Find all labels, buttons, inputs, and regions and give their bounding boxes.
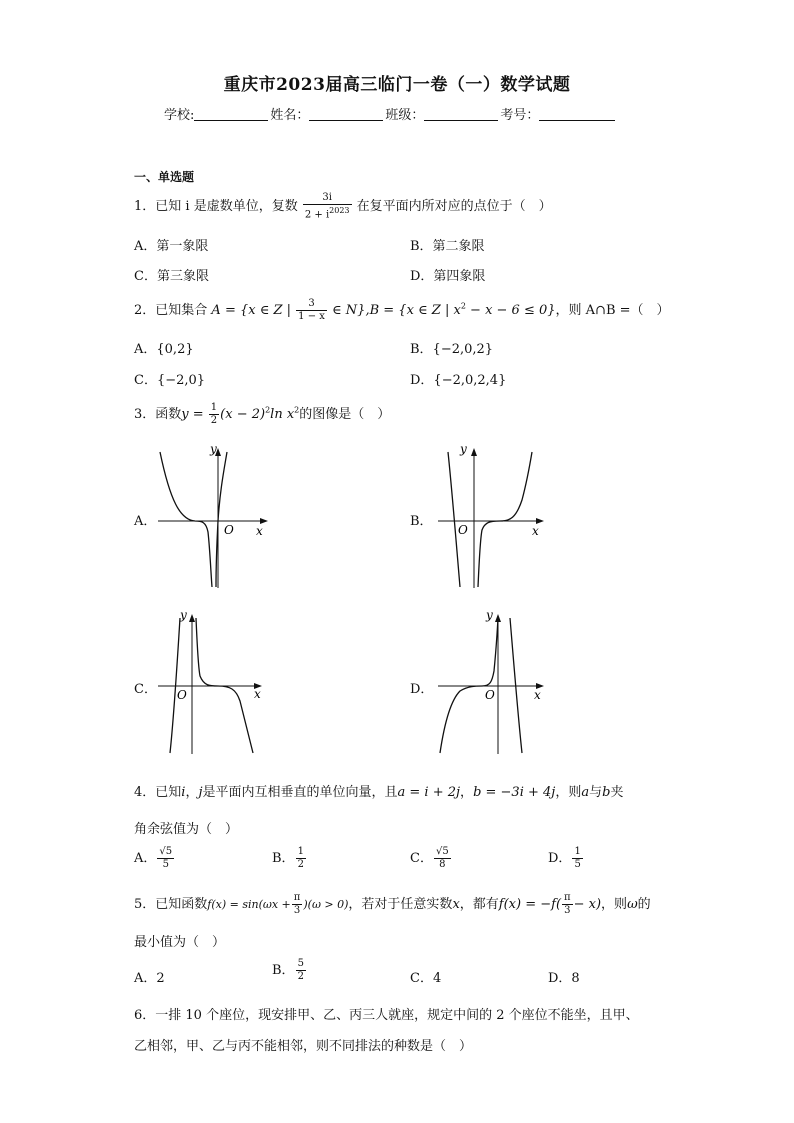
q5-pi-num: π <box>293 892 301 903</box>
q5-option-a[interactable]: A．2 <box>134 971 165 986</box>
question-1 <box>134 192 552 221</box>
q1-frac-den-base: 2 + i <box>304 209 330 221</box>
q5-option-b-frac <box>296 958 306 983</box>
q5-f-def-a: f(x) = sin(ωx + <box>207 898 291 911</box>
q1-fraction <box>303 192 352 221</box>
q4-option-b-label: B． <box>272 851 295 866</box>
x-label: x <box>256 524 263 538</box>
y-label: y <box>210 442 217 456</box>
origin-label: O <box>485 688 495 702</box>
number-blank[interactable] <box>539 108 615 121</box>
x-label: x <box>532 524 539 538</box>
q3-graph-b[interactable] <box>430 440 555 590</box>
y-axis-arrow-icon <box>471 448 477 456</box>
q3-body-b: ln x <box>270 407 295 422</box>
q2-setB-b: − x − 6 ≤ 0} <box>465 303 556 318</box>
q5-mid2: ，都有 <box>459 897 499 912</box>
student-info-line <box>164 104 617 123</box>
q1-option-a[interactable]: A．第一象限 <box>134 239 209 254</box>
q1-option-c[interactable]: C．第三象限 <box>134 269 209 284</box>
q4-b-def: b = −3i + 4j <box>473 785 556 800</box>
q2-setB-a: B = {x ∈ Z | x <box>369 303 461 318</box>
y-axis-arrow-icon <box>189 614 195 622</box>
q3-option-d-label[interactable]: D． <box>410 682 434 697</box>
q4-option-d[interactable] <box>548 846 584 871</box>
q2-option-c[interactable]: C．{−2,0} <box>134 373 206 388</box>
q5-mid: ，若对于任意实数 <box>348 897 453 912</box>
q4-sep: ， <box>460 785 474 800</box>
y-label: y <box>460 442 467 456</box>
q5-cond-frac <box>562 892 573 917</box>
q4-option-a-num: √5 <box>159 846 173 857</box>
name-label: 姓名： <box>270 108 310 123</box>
q4-option-a[interactable] <box>134 846 175 871</box>
q4-option-b-frac <box>296 846 306 871</box>
q3-half-den: 2 <box>210 415 218 426</box>
q5-cond-den: 3 <box>564 905 571 916</box>
question-2 <box>134 298 670 323</box>
q3-graph-c[interactable] <box>150 606 275 756</box>
q4-a-def: a = i + 2j <box>397 785 461 800</box>
number-label: 考号： <box>500 108 540 123</box>
q4-option-c-frac <box>434 846 451 871</box>
question-4-line-2: 角余弦值为（ ） <box>134 822 239 837</box>
q4-option-b[interactable] <box>272 846 307 871</box>
q2-setA-den: 1 − x <box>298 311 325 322</box>
q4-mid: 是平面内互相垂直的单位向量，且 <box>202 785 398 800</box>
question-6-line-2: 乙相邻，甲、乙与丙不能相邻，则不同排法的种数是（ ） <box>134 1039 473 1054</box>
q3-graph-d[interactable] <box>430 606 555 756</box>
q4-option-c[interactable] <box>410 846 452 871</box>
q5-option-b[interactable] <box>272 958 307 983</box>
question-4-line-1 <box>134 781 623 800</box>
page-title: 重庆市2023届高三临门一卷（一）数学试题 <box>223 75 571 95</box>
q4-option-d-frac <box>572 846 582 871</box>
q5-pi-frac <box>292 892 303 917</box>
q4-option-d-num: 1 <box>574 846 581 857</box>
origin-label: O <box>177 688 187 702</box>
q4-j-vec: j <box>198 785 203 800</box>
school-label: 学校: <box>164 108 195 123</box>
q5-option-b-num: 5 <box>297 958 304 969</box>
class-blank[interactable] <box>424 108 498 121</box>
q1-option-d[interactable]: D．第四象限 <box>410 269 486 284</box>
q2-setA-right: ∈ N}, <box>332 303 370 318</box>
q4-tail: ，则 <box>555 785 582 800</box>
q4-option-d-den: 5 <box>574 859 581 870</box>
q2-option-d[interactable]: D．{−2,0,2,4} <box>410 373 507 388</box>
q4-a-sym: a <box>581 785 590 800</box>
q2-option-a[interactable]: A．{0,2} <box>134 342 194 357</box>
q4-option-d-label: D． <box>548 851 572 866</box>
q4-option-c-den: 8 <box>439 859 446 870</box>
question-6-line-1: 6．一排 10 个座位，现安排甲、乙、丙三人就座，规定中间的 2 个座位不能坐，且甲、 <box>134 1008 639 1023</box>
q4-option-b-den: 2 <box>297 859 304 870</box>
q4-jia: 夹 <box>610 785 624 800</box>
q4-option-a-frac <box>157 846 174 871</box>
q2-setA-left: A = {x ∈ Z | <box>211 303 292 318</box>
q1-prefix: 1．已知 i 是虚数单位，复数 <box>134 199 298 215</box>
q5-tail: ，则 <box>601 897 628 912</box>
curve-left <box>160 452 212 587</box>
q4-i-vec: i <box>181 785 186 800</box>
q3-half-num: 1 <box>210 402 218 413</box>
q4-option-a-label: A． <box>134 851 157 866</box>
q2-prefix: 2．已知集合 <box>134 303 208 318</box>
name-blank[interactable] <box>309 108 383 121</box>
q4-option-c-label: C． <box>410 851 433 866</box>
x-label: x <box>534 688 541 702</box>
section-single-choice: 一、单选题 <box>134 170 195 184</box>
q5-option-b-label: B． <box>272 963 295 978</box>
q5-x: x <box>452 897 460 912</box>
q5-omega: ω <box>627 897 638 912</box>
y-label: y <box>180 608 187 622</box>
class-label: 班级： <box>385 108 425 123</box>
q3-y-eq: y = <box>181 407 204 422</box>
q5-cond-b: − x) <box>573 897 602 912</box>
question-5-line-1 <box>134 892 651 917</box>
q5-de: 的 <box>637 897 651 912</box>
q5-cond-num: π <box>564 892 571 903</box>
q2-option-b[interactable]: B．{−2,0,2} <box>410 342 494 357</box>
curve-right <box>478 452 532 587</box>
origin-label: O <box>458 523 468 537</box>
q2-setB-sup: 2 <box>460 301 466 311</box>
q4-option-b-num: 1 <box>297 846 304 857</box>
q4-option-a-den: 5 <box>162 859 169 870</box>
q3-prefix: 3．函数 <box>134 407 182 422</box>
q1-frac-den <box>303 205 352 221</box>
origin-label: O <box>224 523 234 537</box>
q1-option-b[interactable]: B．第二象限 <box>410 239 485 254</box>
school-blank[interactable] <box>194 108 268 121</box>
q3-graph-a[interactable] <box>150 440 275 590</box>
curve-left <box>448 452 460 587</box>
q3-option-c-label[interactable]: C． <box>134 682 157 697</box>
q5-option-c[interactable]: C．4 <box>410 971 442 986</box>
q3-option-b-label[interactable]: B． <box>410 514 433 529</box>
q4-comma: ， <box>185 785 199 800</box>
q5-option-d[interactable]: D．8 <box>548 971 580 986</box>
q2-suffix: ，则 A∩B =（ ） <box>555 303 670 318</box>
q4-b-sym: b <box>602 785 611 800</box>
q1-frac-num: 3i <box>303 192 352 205</box>
q2-setA-fraction <box>296 298 327 323</box>
q3-option-a-label[interactable]: A． <box>134 514 157 529</box>
q4-option-c-num: √5 <box>435 846 449 857</box>
q5-option-b-den: 2 <box>297 971 304 982</box>
q2-setA-num: 3 <box>296 298 327 311</box>
q5-f-def-b: )(ω > 0) <box>303 898 349 911</box>
question-3 <box>134 402 390 427</box>
q3-sup1: 2 <box>265 405 271 415</box>
q5-pi-den: 3 <box>293 905 301 916</box>
y-label: y <box>486 608 493 622</box>
q5-cond-a: f(x) = −f( <box>498 897 562 912</box>
q3-half-fraction <box>209 402 219 427</box>
q3-sup2: 2 <box>294 405 300 415</box>
q4-with: 与 <box>589 785 603 800</box>
q4-prefix: 4．已知 <box>134 785 182 800</box>
q1-frac-den-exp: 2023 <box>329 206 350 215</box>
q3-suffix: 的图像是（ ） <box>299 407 391 422</box>
q1-suffix: 在复平面内所对应的点位于（ ） <box>356 199 552 215</box>
q3-body-a: (x − 2) <box>220 407 266 422</box>
question-5-line-2: 最小值为（ ） <box>134 935 226 950</box>
q5-prefix: 5．已知函数 <box>134 897 208 912</box>
x-label: x <box>254 687 261 701</box>
